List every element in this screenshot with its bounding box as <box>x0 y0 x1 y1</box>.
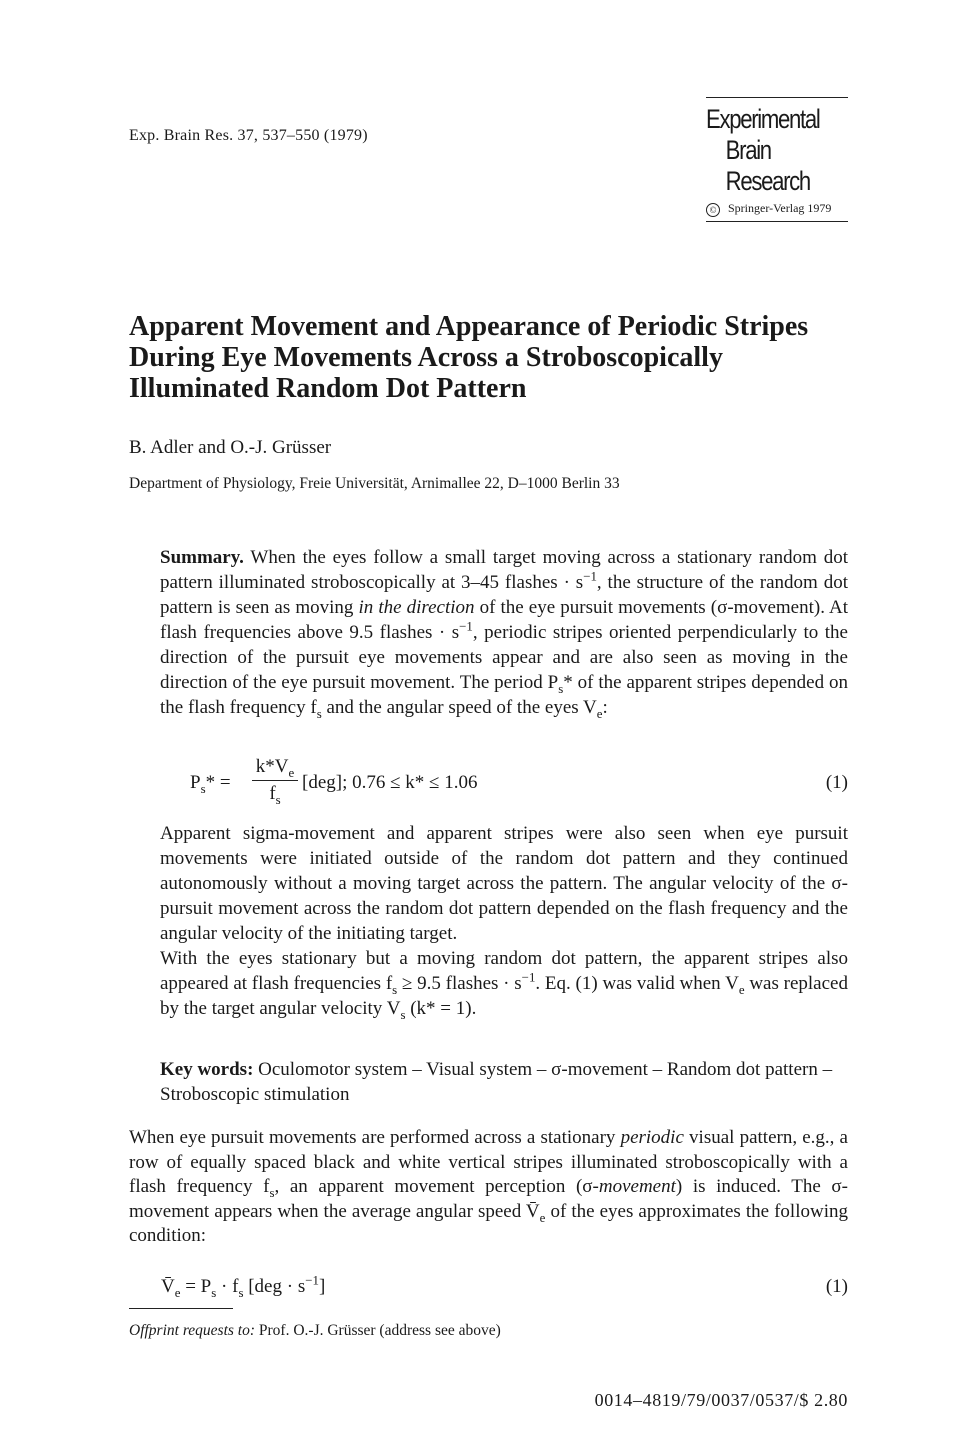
footnote-label: Offprint requests to: <box>129 1322 256 1339</box>
copyright-text: Springer-Verlag 1979 <box>728 201 832 215</box>
summary-paragraph-1: Summary. When the eyes follow a small target moving across a stationary random dot pattern illuminated stroboscopically at 3–45 flashes · $s^{-1}$, the structure of the random dot pattern is seen as moving in the direction of the eye pursuit movements (σ-movement). At flash frequencies above 9.5 flashes · $s^{-1}$, periodic stripes oriented perpendicularly to the direction of the pursuit eye movements appear and are also seen as moving in the direction of the eye pursuit movement. The period $P_s*$ of the apparent stripes depended on the flash frequency $f_s$ and the angular speed of the eyes $V_e$: <box>160 547 849 721</box>
paper-title <box>129 311 859 404</box>
footnote <box>129 1322 501 1340</box>
footnote-rule <box>129 1308 233 1309</box>
body-equation-number: (1) <box>825 1276 848 1297</box>
summary-paragraph-2: Apparent sigma-movement and apparent stripes were also seen when eye pursuit movements were initiated outside of the random dot pattern and they continued autonomously without a moving target across the pattern. The angular velocity of the σ-pursuit movement across the random dot pattern depended on the flash frequency and the angular velocity of the initiating target. <box>160 823 848 944</box>
bottom-rule <box>706 221 848 222</box>
title-line-1: Apparent Movement and Appearance of Periodic Stripes <box>129 311 809 342</box>
authors: B. Adler and O.-J. Grüsser <box>129 437 332 458</box>
publication-code: 0014–4819/79/0037/0537/$ 2.80 <box>594 1390 848 1410</box>
title-line-3: Illuminated Random Dot Pattern <box>129 373 527 404</box>
keywords-text: Oculomotor system – Visual system – σ-movement – Random dot pattern – Stroboscopic stimulation <box>160 1059 833 1105</box>
journal-citation: Exp. Brain Res. 37, 537–550 (1979) <box>129 127 368 144</box>
journal-logo <box>706 104 822 197</box>
title-line-2: During Eye Movements Across a Stroboscopically <box>129 342 723 373</box>
journal-logo-line3: Research <box>725 166 810 196</box>
equation-number: (1) <box>825 772 848 793</box>
body-equation: $V̄_e = P_s \cdot f_s$ $[deg \cdot s^{-1}]$ (1) <box>161 1272 848 1300</box>
summary-paragraph-3: With the eyes stationary but a moving random dot pattern, the apparent stripes also appeared at flash frequencies $f_s \ge 9.5$ flashes · $s^{-1}$. Eq. (1) was valid when $V_e$ was replaced by the target angular velocity $V_s$ (k* = 1). <box>160 948 848 1022</box>
summary-label: Summary. <box>160 547 244 568</box>
keywords-label: Key words: <box>160 1059 254 1080</box>
equation-rhs: [deg]; 0.76 ≤ k* ≤ 1.06 <box>302 772 478 793</box>
journal-logo-line1: Experimental <box>706 104 820 134</box>
journal-logo-line2: Brain <box>725 135 771 165</box>
equation-lhs: $P_s*$ = <box>190 772 231 796</box>
summary <box>160 545 848 720</box>
keywords <box>160 1057 848 1107</box>
footnote-text: Prof. O.-J. Grüsser (address see above) <box>255 1322 501 1339</box>
body-paragraph: When eye pursuit movements are performed across a stationary periodic visual pattern, e.g., a row of equally spaced black and white vertical stripes illuminated stroboscopically with a flash frequency $f_s$, an apparent movement perception (σ-movement) is induced. The σ-movement appears when the average angular speed $V̄_e$ of the eyes approximates the following condition: <box>129 1127 848 1246</box>
affiliation: Department of Physiology, Freie Universität, Arnimallee 22, D–1000 Berlin 33 <box>129 475 620 492</box>
copyright-line <box>706 201 848 217</box>
top-rule <box>706 97 848 98</box>
journal-logo-box <box>706 97 848 222</box>
copyright-icon: © <box>706 203 720 217</box>
summary-equation <box>190 756 848 812</box>
summary-continued <box>160 821 848 1021</box>
equation-fraction: $k*V_e$ $f_s$ <box>252 756 298 805</box>
